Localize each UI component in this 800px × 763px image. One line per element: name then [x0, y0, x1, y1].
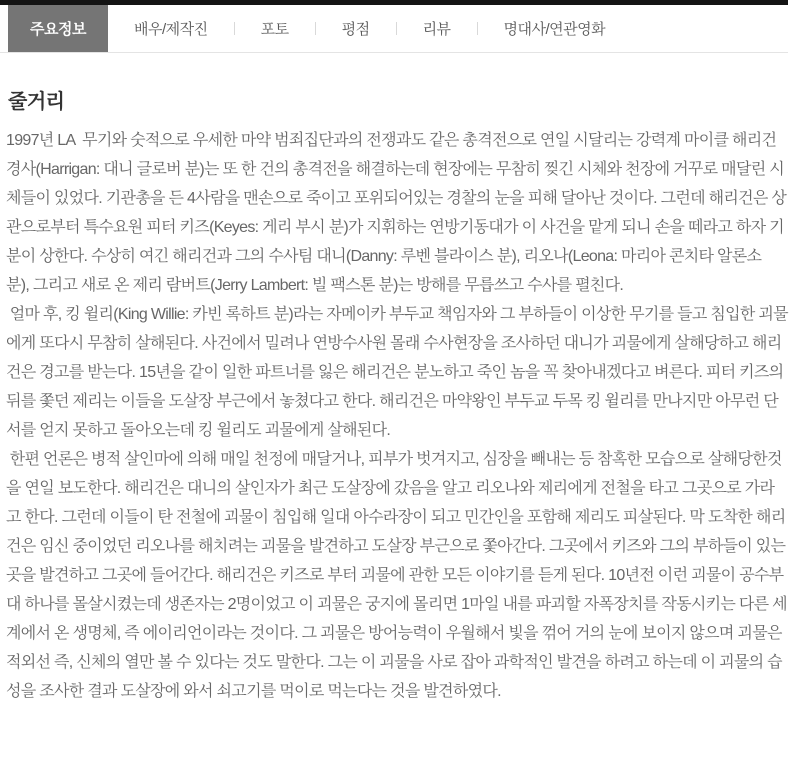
synopsis-paragraph: 한편 언론은 병적 살인마에 의해 매일 천정에 매달거나, 피부가 벗겨지고, 심장을 빼내는 등 참혹한 모습으로 살해당한것을 연일 보도한다. 해리건은 대니의 살인자가 최근 도살장에 갔음을 알고 리오나와 제리에게 전철을 타고 그곳으로 가라고 한다. 그런데 이들이 탄 전철에 괴물이 침입해 일대 아수라장이 되고 민간인을 포함해 제리도 피살된다. 막 도착한 해리건은 임신 중이었던 리오나를 해치려는 괴물을 발견하고 도살장 부근으로 쫓아간다. 그곳에서 키즈와 그의 부하들이 있는 곳을 발견하고 그곳에 들어간다. 해리건은 키즈로 부터 괴물에 관한 모든 이야기를 듣게 된다. 10년전 이런 괴물이 공수부대 하나를 몰살시켰는데 생존자는 2명이었고 이 괴물은 궁지에 몰리면 1마일 내를 파괴할 자폭장치를 작동시키는 다른 세계에서 온 생명체, 즉 에이리언이라는 것이다. 그 괴물은 방어능력이 우월해서 빛을 꺾어 거의 눈에 보이지 않으며 괴물은 적외선 즉, 신체의 열만 볼 수 있다는 것도 말한다. 그는 이 괴물을 사로 잡아 과학적인 발견을 하려고 하는데 이 괴물의 습성을 조사한 결과 도살장에 와서 쇠고기를 먹이로 먹는다는 것을 발견하였다. [6, 451, 789, 700]
synopsis-section [0, 85, 788, 706]
tab-ratings[interactable]: 평점 [341, 21, 370, 38]
tab-reviews[interactable]: 리뷰 [422, 21, 451, 38]
tab-navigation [0, 0, 788, 53]
synopsis-paragraph: 1997년 LA 무기와 숫적으로 우세한 마약 범죄집단과의 전쟁과도 같은 총격전으로 연일 시달리는 강력계 마이클 해리건 경사(Harrigan: 대니 글로버 분)는 또 한 건의 총격전을 해결하는데 현장에는 무참히 찢긴 시체와 천장에 거꾸로 매달린 시체들이 있었다. 기관총을 든 4사람을 맨손으로 죽이고 포위되어있는 경찰의 눈을 피해 달아난 것이다. 그런데 해리건은 상관으로부터 특수요원 피터 키즈(Keyes: 게리 부시 분)가 지휘하는 연방기동대가 이 사건을 맡게 되니 손을 떼라고 하자 기분이 상한다. 수상히 여긴 해리건과 그의 수사팀 대니(Danny: 루벤 블라이스 분), 리오나(Leona: 마리아 콘치타 알론소 분), 그리고 새로 온 제리 람버트(Jerry Lambert: 빌 팩스톤 분)는 방해를 무릅쓰고 수사를 펼친다. [6, 132, 787, 294]
tab-quotes-related[interactable]: 명대사/연관영화 [503, 21, 606, 38]
synopsis-body [6, 126, 788, 706]
tab-list [0, 5, 788, 52]
synopsis-paragraph: 얼마 후, 킹 윌리(King Willie: 카빈 록하트 분)라는 자메이카 부두교 책임자와 그 부하들이 이상한 무기를 들고 침입한 괴물에게 또다시 무참히 살해된다. 사건에서 밀려나 연방수사원 몰래 수사현장을 조사하던 대니가 괴물에게 살해당하고 해리건은 경고를 받는다. 15년을 같이 일한 파트너를 잃은 해리건은 분노하고 죽인 놈을 꼭 찾아내겠다고 벼른다. 피터 키즈의 뒤를 쫓던 제리는 이들을 도살장 부근에서 놓쳤다고 한다. 해리건은 마약왕인 부두교 두목 킹 윌리를 만나지만 아무런 단서를 얻지 못하고 돌아오는데 킹 윌리도 괴물에게 살해된다. [6, 306, 788, 439]
tab-cast-crew[interactable]: 배우/제작진 [133, 21, 208, 38]
synopsis-title: 줄거리 [8, 91, 65, 113]
tab-photos[interactable]: 포토 [260, 21, 289, 38]
tab-main-info[interactable]: 주요정보 [8, 5, 108, 52]
